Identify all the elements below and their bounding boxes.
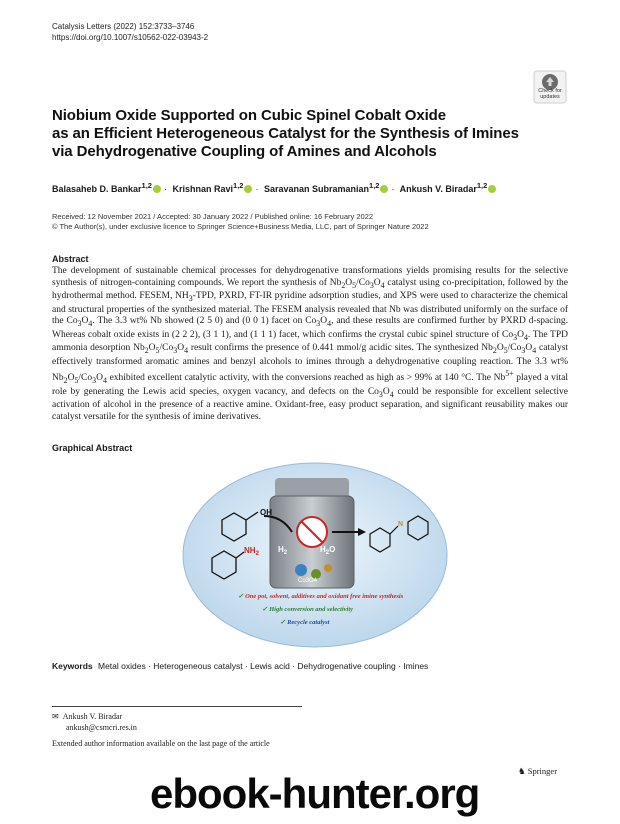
abstract-text: result confirms the presence of 0.441 mmol/g acidic sites. The synthesized Nb [190, 343, 493, 354]
correspondence [52, 711, 137, 733]
oh-label: OH [260, 508, 272, 517]
abstract-text: catalyst effectively transformed aromatic amines and benzyl alcohols to imines through a dehydrogenative coupling reaction. The 3.3 wt% Nb [52, 343, 569, 384]
author-name: Saravanan Subramanian [263, 184, 370, 194]
title-line-3: via Dehydrogenative Coupling of Amines and Alcohols [52, 143, 437, 160]
watermark: ebook-hunter.org [150, 770, 480, 817]
keyword: Lewis acid [250, 661, 290, 671]
journal-citation: Catalysis Letters (2022) 152:3733–3746 [52, 22, 195, 31]
nh2-label: $NH_2$ [244, 546, 259, 557]
footnote-divider [52, 706, 302, 707]
graphical-abstract-figure [180, 460, 450, 650]
h2o-label: $H_2O$ [320, 545, 336, 556]
keyword: Dehydrogenative coupling [297, 661, 396, 671]
envelope-icon: ✉ [52, 712, 59, 721]
abstract-text: , and these results are confirmed further by PXRD d-spacing. Whereas cobalt oxide exists in (2 2 2), (3 1 1), and (1 1 1) facet, which confirms the crystal cubic spinel structure of Co [52, 316, 568, 340]
author-name: Balasaheb D. Bankar [52, 184, 142, 194]
abstract-text: . The TPD ammonia desorption Nb [52, 329, 568, 354]
abstract-text: exhibited excellent catalytic activity, with the conversions reached as high as > 99% at 140 °C. The Nb [109, 373, 506, 384]
publication-dates [52, 212, 429, 232]
orcid-icon[interactable] [380, 185, 388, 193]
dates-line: Received: 12 November 2021 / Accepted: 30 January 2022 / Published online: 16 February 2022 [52, 212, 374, 221]
corresponding-email[interactable]: ankush@csmcri.res.in [66, 723, 137, 732]
orcid-icon[interactable] [153, 185, 161, 193]
author-affiliation: 1,2 [369, 181, 380, 190]
n-label: N [398, 521, 404, 528]
keyword: Imines [403, 661, 429, 671]
bottle-cap [275, 478, 349, 498]
author-list: Balasaheb D. Bankar$^{1,2}$ · Krishnan Ravi$^{1,2}$ · Saravanan Subramanian$^{1,2}$ · Ankush V. Biradar$^{1,2}$ [52, 180, 562, 195]
badge-line1: Check for [538, 88, 562, 94]
check-item-3: ✓ Recycle catalyst [280, 619, 330, 626]
badge-label [530, 88, 570, 100]
keywords-label: Keywords [52, 661, 93, 671]
abstract-heading: Abstract [52, 254, 89, 264]
author[interactable] [172, 181, 253, 194]
copyright-line: © The Author(s), under exclusive licence to Springer Science+Business Media, LLC, part of Springer Nature 2022 [52, 222, 429, 231]
corresponding-author: Ankush V. Biradar [62, 712, 123, 721]
journal-header [52, 21, 208, 43]
extended-info-note: Extended author information available on the last page of the article [52, 739, 270, 748]
keyword: Metal oxides [98, 661, 146, 671]
author[interactable] [52, 181, 161, 194]
orcid-icon[interactable] [244, 185, 252, 193]
author-name: Ankush V. Biradar [399, 184, 477, 194]
check-item-1: ✓ One pot, solvent, additives and oxidant free imine synthesis [238, 593, 404, 600]
author-affiliation: 1,2 [476, 181, 488, 190]
abstract-text: The development of sustainable chemical processes for dehydrogenative transformations yields promising results for the selective synthesis of nitrogen-containing compounds. We report the synthesis of Nb [52, 266, 568, 288]
publisher-name: Springer [527, 766, 558, 776]
publisher-logo [518, 766, 557, 777]
author[interactable] [263, 181, 388, 194]
abstract-text: -TPD, PXRD, FT-IR pyridine adsorption studies, and XPS were used to characterize the chemical and structural properties of the synthesized material. The FESEM analysis revealed that Nb was distributed uniformly on the surface of the Co [52, 291, 568, 327]
abstract-text: could be responsible for excellent selective activation of alcohol in the presence of a reactive amine. Oxidant-free, easy product separation, and significant reusability makes our catalyst versatile for the synthesis of imine derivatives. [52, 386, 569, 422]
orcid-icon[interactable] [488, 185, 496, 193]
graphical-abstract-heading: Graphical Abstract [52, 443, 133, 453]
badge-line2: updates [540, 94, 560, 100]
journal-doi[interactable]: https://doi.org/10.1007/s10562-022-03943-2 [52, 33, 209, 42]
abstract-text: . The 3.3 wt% Nb showed (2 5 0) and (0 0 1) facet on Co [92, 316, 317, 327]
keywords: Keywords Metal oxides · Heterogeneous catalyst · Lewis acid · Dehydrogenative coupling · Imines [52, 661, 429, 671]
keyword: Heterogeneous catalyst [153, 661, 243, 671]
author-affiliation: 1,2 [141, 181, 152, 190]
check-item-2: ✓ High conversion and selectivity [262, 606, 354, 613]
h2-label: $H_2$ [278, 545, 288, 556]
paper-title [52, 107, 522, 161]
abstract-text: played a vital role by generating the Lewis acid species, oxygen vacancy, and defects on the Co [52, 373, 568, 397]
support-label: Co3O4 [298, 578, 318, 584]
abstract-body: The development of sustainable chemical processes for dehydrogenative transformations yields promising results for the selective synthesis of nitrogen-containing compounds. We report the synthesis of $Nb_2O_5/Co_3O_4$ catalyst using co-precipitation, followed by the hydrothermal method. FESEM, $NH_3$-TPD, PXRD, FT-IR pyridine adsorption studies, and XPS were used to characterize the chemical and structural properties of the synthesized material. The FESEM analysis revealed that Nb was distributed uniformly on the surface of the $Co_3O_4$. The 3.3 wt% Nb showed (2 5 0) and (0 0 1) facet on $Co_3O_4$, and these results are confirmed further by PXRD d-spacing. Whereas cobalt oxide exists in (2 2 2), (3 1 1), and (1 1 1) facet, which confirms the crystal cubic spinel structure of $Co_3O_4$. The TPD ammonia desorption $Nb_2O_5/Co_3O_4$ result confirms the presence of 0.441 mmol/g acidic sites. The synthesized $Nb_2O_5/Co_3O_4$ catalyst effectively transformed aromatic amines and benzyl alcohols to imines through a dehydrogenative coupling reaction. The 3.3 wt% $Nb_2O_5/Co_3O_4$ exhibited excellent catalytic activity, with the conversions reached as high as > 99% at 140 °C. The $Nb^{5+}$ played a vital role by generating the Lewis acid species, oxygen vacancy, and defects on the $Co_3O_4$ could be responsible for excellent selective activation of alcohol in the presence of a reactive amine. Oxidant-free, easy product separation, and significant reusability makes our catalyst versatile for the synthesis of imine derivatives. [52, 266, 569, 422]
author-name: Krishnan Ravi [172, 184, 234, 194]
author[interactable] [399, 181, 497, 194]
abstract-text: catalyst using co-precipitation, followed by the hydrothermal method. FESEM, NH [52, 277, 568, 302]
title-line-1: Niobium Oxide Supported on Cubic Spinel Cobalt Oxide [52, 107, 446, 124]
title-line-2: as an Efficient Heterogeneous Catalyst for the Synthesis of Imines [52, 125, 519, 142]
author-affiliation: 1,2 [233, 181, 244, 190]
springer-horse-icon: ♞ [518, 766, 526, 776]
